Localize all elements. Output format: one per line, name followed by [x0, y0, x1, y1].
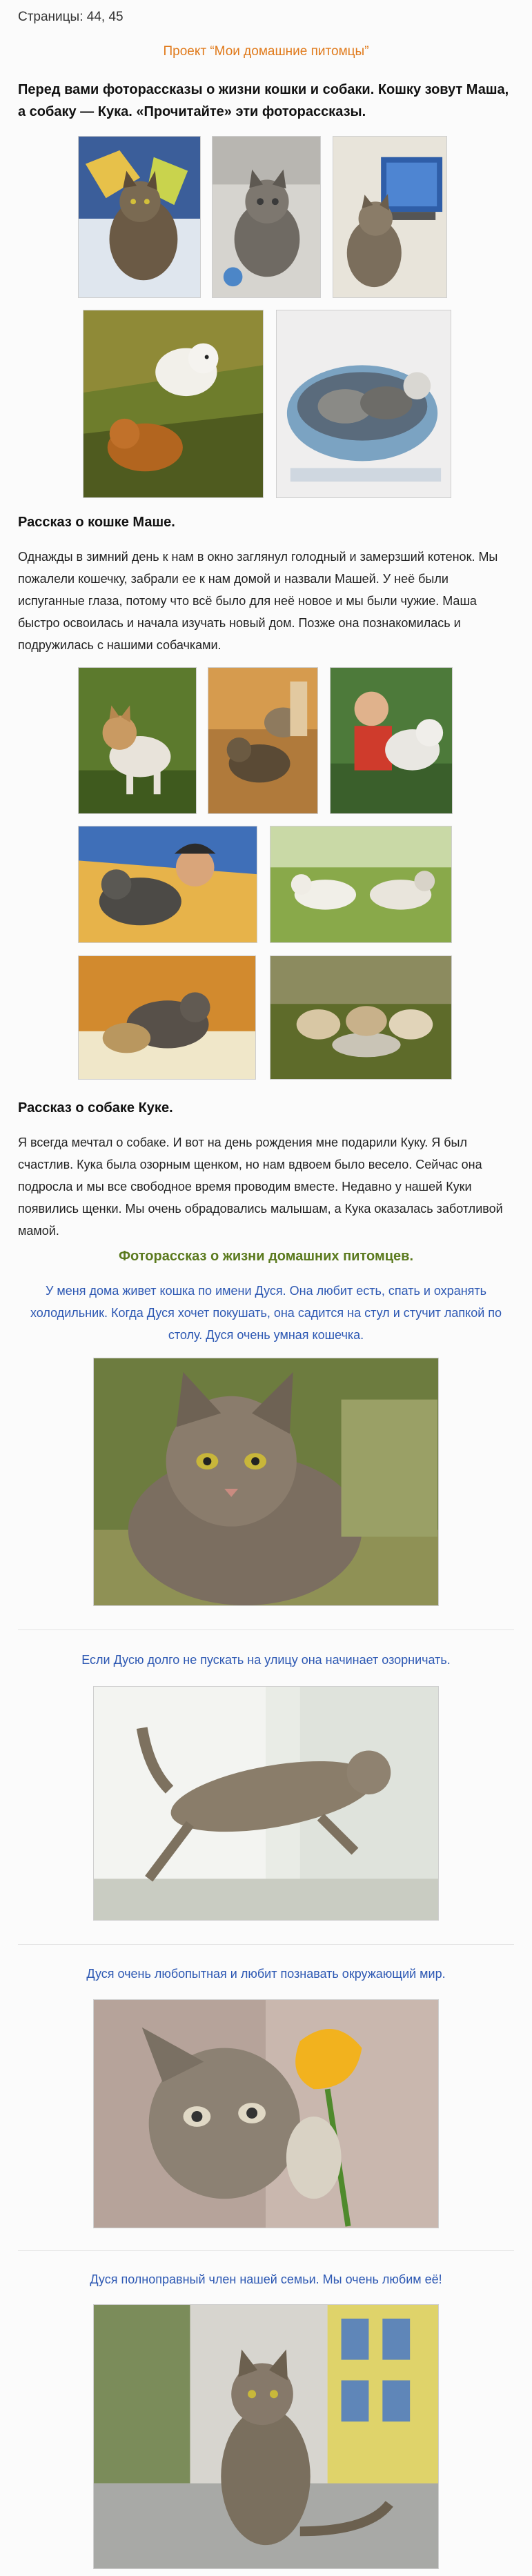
- photo-kitten-on-floor: [212, 136, 321, 298]
- photo-dusya-on-street: [93, 2304, 439, 2569]
- photo-dusya-portrait: [93, 1358, 439, 1606]
- divider: [18, 1944, 514, 1945]
- photo-boy-with-cat: [78, 826, 257, 943]
- caption-4: Дуся полноправный член нашей семьи. Мы очень любим её!: [90, 2272, 442, 2286]
- photo-kitten-at-computer: [333, 136, 447, 298]
- caption-1: У меня дома живет кошка по имени Дуся. Она любит есть, спать и охранять холодильник. Когда Дуся хочет покушать, она садится на стул и стучит лапкой по столу. Дуся очень умная кошечка.: [30, 1284, 502, 1342]
- photo-kitten-on-blanket: [78, 136, 201, 298]
- photo-story-title: Фоторассказ о жизни домашних питомцев.: [118, 1249, 414, 1264]
- photo-puppies-in-grass: [83, 310, 264, 498]
- pages-line: Страницы: 44, 45: [18, 10, 124, 24]
- kuka-story: Я всегда мечтал о собаке. И вот на день рождения мне подарили Куку. Я был счастлив. Кука была озорным щенком, но нам вдвоем было весело. Сейчас она подросла и мы все свободное время проводим вместе. Недавно у нашей Куки появились щенки. Мы очень обрадовались малышам, а Кука оказалась заботливой мамой.: [18, 1136, 503, 1238]
- photo-child-with-dog: [330, 667, 453, 814]
- divider: [18, 1629, 514, 1630]
- photo-cat-with-puppy: [78, 955, 256, 1080]
- photo-dusya-jumping: [93, 1686, 439, 1921]
- photo-dusya-with-flower: [93, 1999, 439, 2228]
- photo-puppies-eating: [270, 955, 452, 1080]
- divider: [18, 2250, 514, 2251]
- kuka-heading: Рассказ о собаке Куке.: [18, 1100, 173, 1116]
- masha-heading: Рассказ о кошке Маше.: [18, 515, 175, 530]
- photo-husky-puppy: [78, 667, 197, 814]
- project-title: Проект “Мои домашние питомцы”: [163, 44, 369, 59]
- caption-2: Если Дусю долго не пускать на улицу она начинает озорничать.: [81, 1653, 451, 1667]
- photo-dogs-playing: [270, 826, 452, 943]
- photo-puppy-with-cat: [208, 667, 318, 814]
- masha-story: Однажды в зимний день к нам в окно заглянул голодный и замерзший котенок. Мы пожалели кошечку, забрали ее к нам домой и назвали Машей. У неё были испуганные глаза, потому что всё было для неё новое и мы были чужие. Маша быстро освоилась и начала изучать новый дом. Позже она познакомилась и подружилась с нашими собачками.: [18, 550, 498, 652]
- intro-text: Перед вами фоторассказы о жизни кошки и собаки. Кошку зовут Маша, а собаку — Кука. «Прочитайте» эти фоторассказы.: [18, 82, 509, 119]
- caption-3: Дуся очень любопытная и любит познавать окружающий мир.: [86, 1967, 446, 1981]
- photo-kittens-in-bowl: [276, 310, 451, 498]
